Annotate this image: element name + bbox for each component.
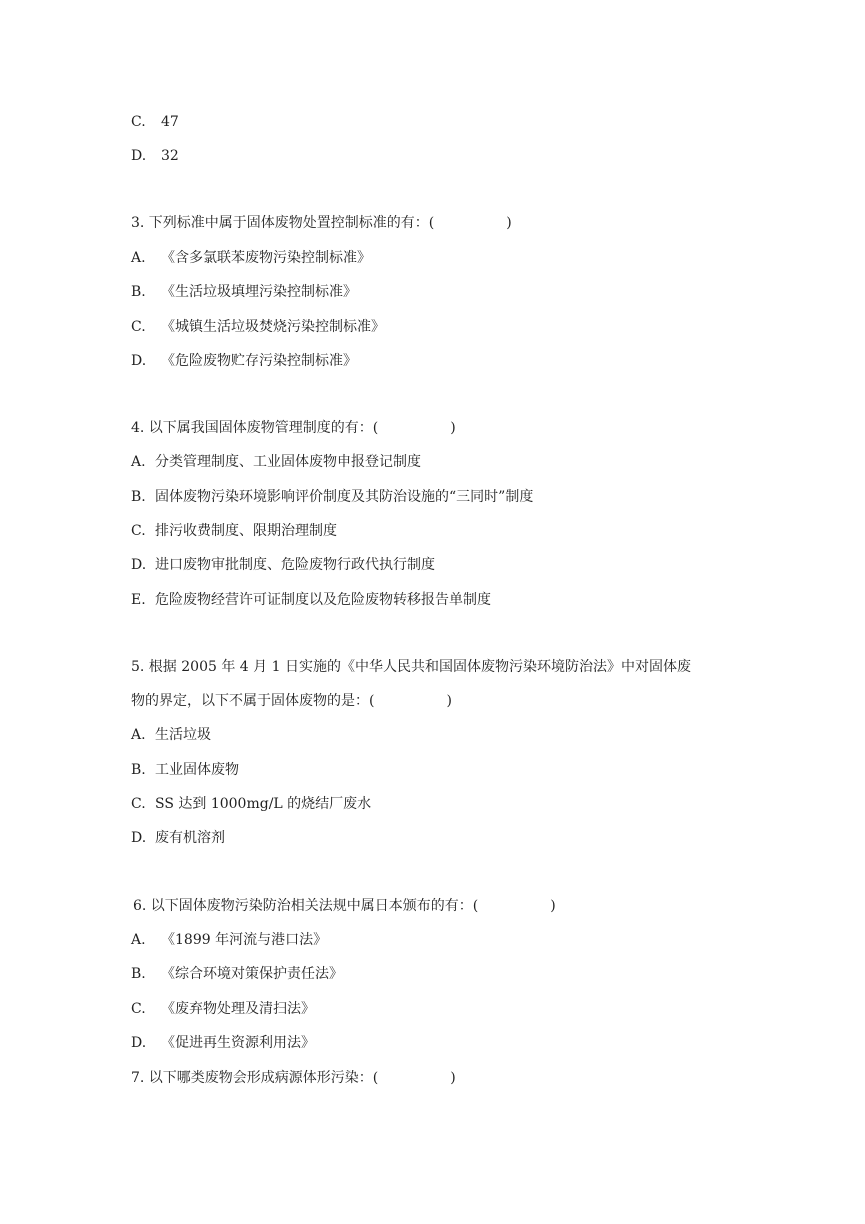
option-letter: B.	[131, 284, 146, 300]
q6-option-d	[131, 1033, 315, 1053]
option-letter: D.	[131, 557, 147, 573]
q5-option-b	[131, 760, 239, 780]
option-letter: C.	[131, 319, 146, 335]
q7-stem	[131, 1068, 456, 1088]
option-letter: C.	[131, 114, 146, 130]
option-letter: B.	[131, 762, 146, 778]
q5-option-d	[131, 828, 225, 848]
option-text: 47	[161, 114, 179, 130]
q5-option-c	[131, 794, 371, 814]
q4-option-a	[131, 452, 421, 472]
q6-option-a	[131, 930, 327, 950]
q4-option-e	[131, 590, 491, 610]
option-text: 《1899 年河流与港口法》	[161, 932, 328, 948]
q3-option-a	[131, 248, 371, 268]
close-paren: )	[550, 898, 556, 914]
option-text: 危险废物经营许可证制度以及危险废物转移报告单制度	[155, 592, 491, 608]
option-letter: B.	[131, 489, 146, 505]
question-text: 7. 以下哪类废物会形成病源体形污染：(	[131, 1070, 379, 1086]
question-text: 3. 下列标准中属于固体废物处置控制标准的有：(	[131, 215, 435, 231]
close-paren: )	[506, 215, 512, 231]
option-text: 《生活垃圾填埋污染控制标准》	[161, 284, 357, 300]
q4-option-b	[131, 487, 533, 507]
option-text: 分类管理制度、工业固体废物申报登记制度	[155, 454, 421, 470]
q5-option-a	[131, 725, 211, 745]
q4-option-c	[131, 521, 337, 541]
question-text: 4. 以下属我国固体废物管理制度的有：(	[131, 420, 379, 436]
q5-stem-line1	[131, 657, 691, 677]
question-text: 6. 以下固体废物污染防治相关法规中属日本颁布的有：(	[133, 898, 479, 914]
q4-option-d	[131, 555, 435, 575]
q5-stem-line2	[131, 691, 452, 711]
q6-option-c	[131, 999, 315, 1019]
option-text: 固体废物污染环境影响评价制度及其防治设施的“三同时”制度	[155, 489, 534, 505]
question-text: 5. 根据 2005 年 4 月 1 日实施的《中华人民共和国固体废物污染环境防治法》中对固体废	[131, 659, 691, 675]
close-paren: )	[450, 1070, 456, 1086]
close-paren: )	[446, 693, 452, 709]
q3-option-d	[131, 351, 357, 371]
q4-stem	[131, 418, 456, 438]
option-text: 《含多氯联苯废物污染控制标准》	[161, 250, 371, 266]
question-text: 物的界定，以下不属于固体废物的是：(	[131, 693, 375, 709]
option-letter: A.	[131, 727, 146, 743]
q2-option-d	[131, 146, 179, 166]
option-text: 《促进再生资源利用法》	[161, 1035, 315, 1051]
option-text: 《危险废物贮存污染控制标准》	[161, 353, 357, 369]
option-letter: C.	[131, 1001, 146, 1017]
q2-option-c	[131, 112, 179, 132]
q3-stem	[131, 213, 512, 233]
option-text: 32	[161, 148, 179, 164]
q6-option-b	[131, 964, 343, 984]
q3-option-c	[131, 317, 385, 337]
option-letter: C.	[131, 796, 146, 812]
close-paren: )	[450, 420, 456, 436]
option-letter: C.	[131, 523, 146, 539]
option-text: 生活垃圾	[155, 727, 211, 743]
option-text: 排污收费制度、限期治理制度	[155, 523, 337, 539]
q6-stem	[133, 896, 556, 916]
option-letter: A.	[131, 250, 146, 266]
option-letter: D.	[131, 830, 147, 846]
option-text: 《废弃物处理及清扫法》	[161, 1001, 315, 1017]
option-text: 进口废物审批制度、危险废物行政代执行制度	[155, 557, 435, 573]
option-text: SS 达到 1000mg/L 的烧结厂废水	[155, 796, 372, 812]
option-letter: E.	[131, 592, 146, 608]
option-text: 《综合环境对策保护责任法》	[161, 966, 343, 982]
option-letter: A.	[131, 454, 146, 470]
option-letter: D.	[131, 353, 147, 369]
option-text: 工业固体废物	[155, 762, 239, 778]
option-letter: B.	[131, 966, 146, 982]
q3-option-b	[131, 282, 357, 302]
option-letter: D.	[131, 148, 147, 164]
option-letter: D.	[131, 1035, 147, 1051]
option-text: 《城镇生活垃圾焚烧污染控制标准》	[161, 319, 385, 335]
option-text: 废有机溶剂	[155, 830, 225, 846]
option-letter: A.	[131, 932, 146, 948]
